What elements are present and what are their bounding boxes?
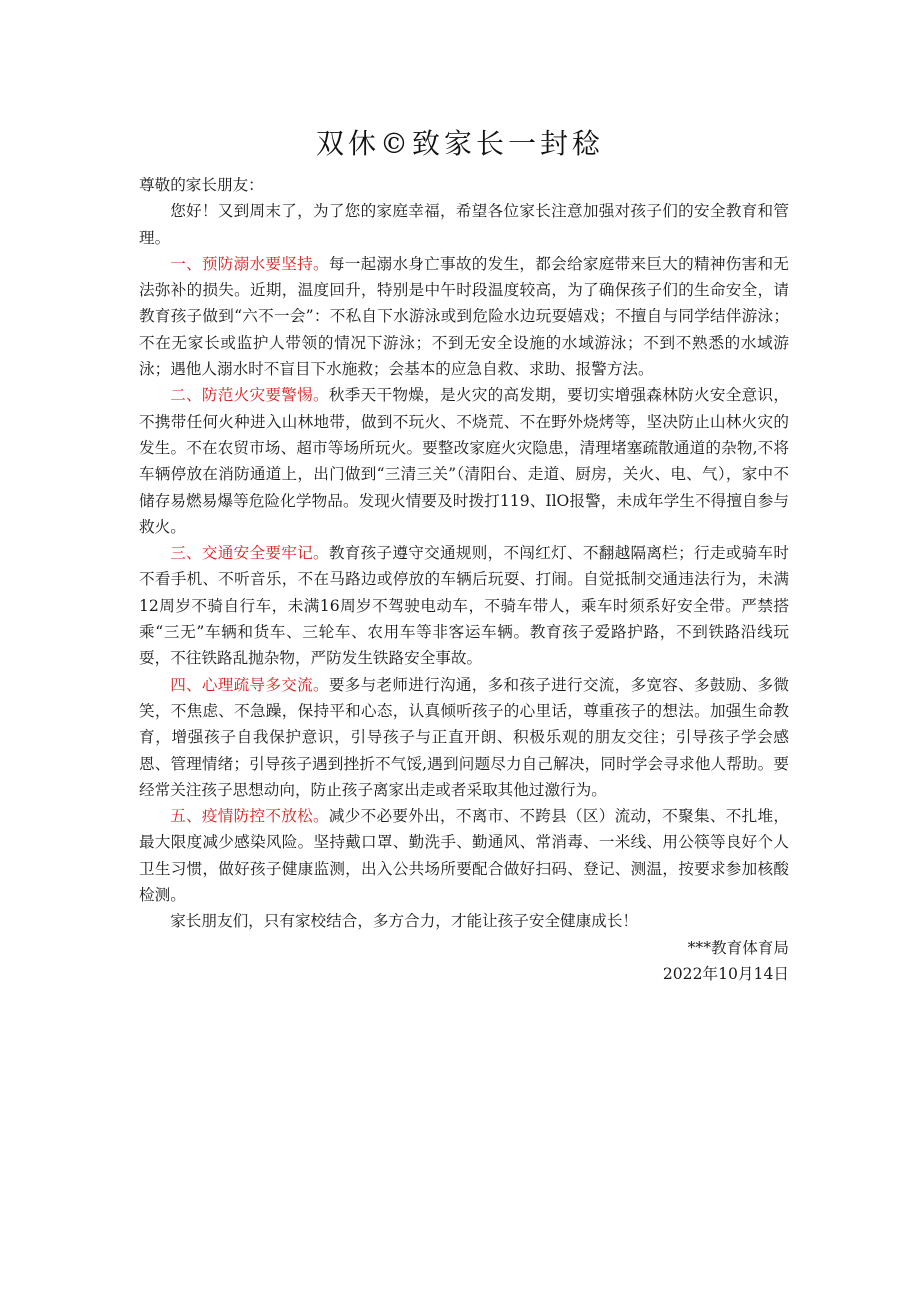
section-text: 教育孩子遵守交通规则，不闯红灯、不翻越隔离栏；行走或骑车时不看手机、不听音乐，不在马路边或停放的车辆后玩耍、打闹。自觉抵制交通违法行为，未满12周岁不骑自行车，未满16周岁不驾驶电动车，不骑车带人，乘车时须系好安全带。严禁搭乘“三无”车辆和货车、三轮车、农用车等非客运车辆。教育孩子爱路护路，不到铁路沿线玩耍，不往铁路乱抛杂物，严防发生铁路安全事故。 xyxy=(139,544,789,668)
section-epidemic xyxy=(139,803,789,908)
intro-paragraph: 您好！又到周末了，为了您的家庭幸福，希望各位家长注意加强对孩子们的安全教育和管理。 xyxy=(139,202,789,247)
section-text: 秋季天干物燥，是火灾的高发期，要切实增强森林防火安全意识，不携带任何火种进入山林地带，做到不玩火、不烧荒、不在野外烧烤等，坚决防止山林火灾的发生。不在农贸市场、超市等场所玩火。要整改家庭火灾隐患，清理堵塞疏散通道的杂物,不将车辆停放在消防通道上，出门做到“三清三关”（清阳台、走道、厨房，关火、电、气），家中不储存易燃易爆等危险化学物品。发现火情要及时拨打119、IlO报警，未成年学生不得擅自参与救火。 xyxy=(139,386,789,536)
section-heading: 二、防范火灾要警惕。 xyxy=(170,386,329,405)
closing-paragraph: 家长朋友们，只有家校结合，多方合力，才能让孩子安全健康成长！ xyxy=(170,912,639,931)
section-heading: 三、交通安全要牢记。 xyxy=(170,544,329,563)
section-heading: 五、疫情防控不放松。 xyxy=(170,807,329,826)
section-heading: 四、心理疏导多交流。 xyxy=(170,675,329,694)
letter-body xyxy=(139,172,789,987)
section-heading: 一、预防溺水要坚持。 xyxy=(170,254,329,273)
salutation: 尊敬的家长朋友： xyxy=(139,176,264,194)
section-text: 减少不必要外出，不离市、不跨县（区）流动，不聚集、不扎堆，最大限度减少感染风险。坚持戴口罩、勤洗手、勤通风、常消毒、一米线、用公筷等良好个人卫生习惯，做好孩子健康监测，出入公共场所要配合做好扫码、登记、测温，按要求参加核酸检测。 xyxy=(139,807,789,905)
section-text: 要多与老师进行沟通，多和孩子进行交流，多宽容、多鼓励、多微笑，不焦虑、不急躁，保持平和心态，认真倾听孩子的心里话，尊重孩子的想法。加强生命教育，增强孩子自我保护意识，引导孩子与正直开朗、积极乐观的朋友交往；引导孩子学会感恩、管理情绪；引导孩子遇到挫折不气馁,遇到问题尽力自己解决，同时学会寻求他人帮助。要经常关注孩子思想动向，防止孩子离家出走或者采取其他过激行为。 xyxy=(139,675,789,799)
section-drowning xyxy=(139,251,789,382)
date: 2022年10月14日 xyxy=(662,964,789,983)
section-psychology xyxy=(139,672,789,803)
page-title: 双休©致家长一封稔 xyxy=(315,127,604,160)
section-traffic xyxy=(139,540,789,671)
section-fire xyxy=(139,382,789,540)
section-text: 每一起溺水身亡事故的发生，都会给家庭带来巨大的精神伤害和无法弥补的损失。近期，温度回升，特别是中午时段温度较高，为了确保孩子们的生命安全，请教育孩子做到“六不一会”：不私自下水游泳或到危险水边玩耍嬉戏；不擅自与同学结伴游泳；不在无家长或监护人带领的情况下游泳；不到无安全设施的水域游泳；不到不熟悉的水域游泳；遇他人溺水时不盲目下水施救；会基本的应急自救、求助、报警方法。 xyxy=(139,254,789,379)
signature: ***教育体育局 xyxy=(687,938,789,957)
